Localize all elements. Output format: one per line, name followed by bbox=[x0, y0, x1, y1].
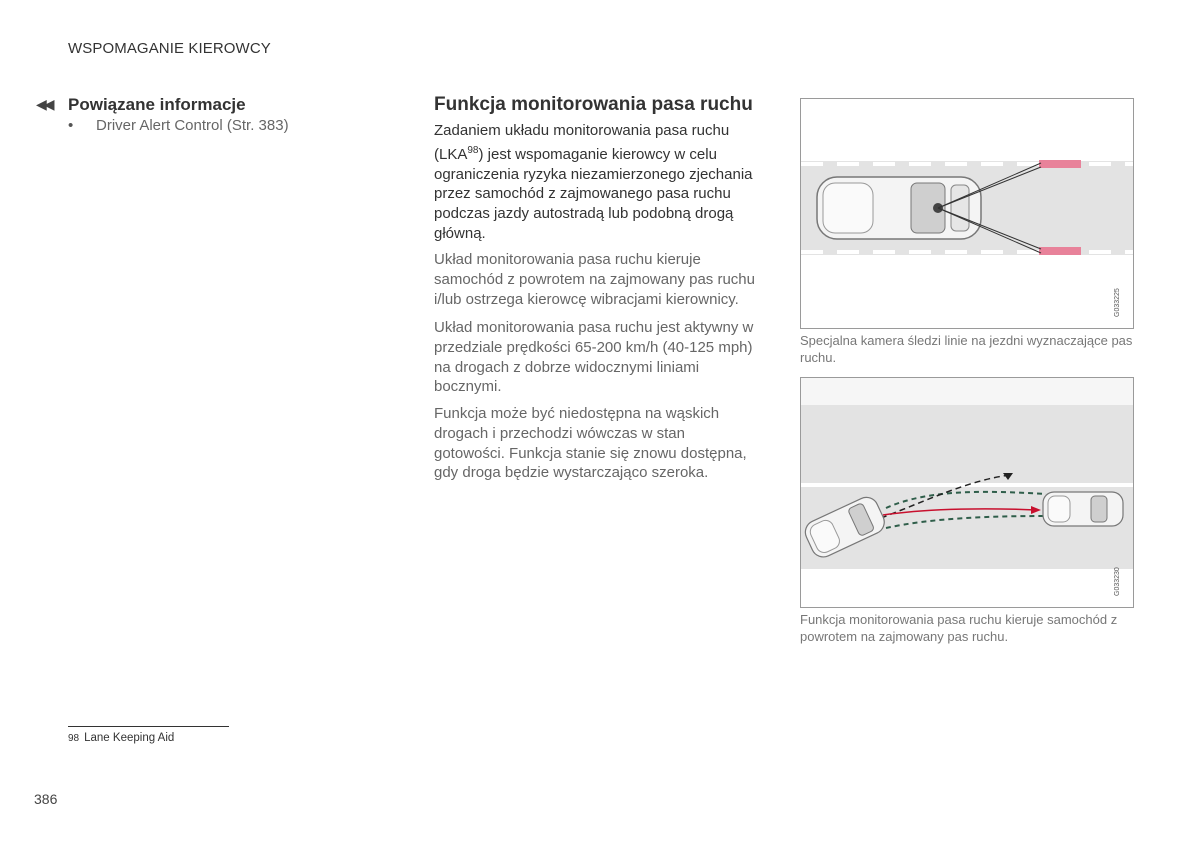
figure-2-caption: Funkcja monitorowania pasa ruchu kieruje samochód z powrotem na zajmowany pas ruchu. bbox=[800, 612, 1118, 644]
figure-code: G033225 bbox=[1114, 288, 1121, 317]
section-title: Funkcja monitorowania pasa ruchu bbox=[434, 94, 753, 115]
page-number: 386 bbox=[34, 791, 58, 807]
footnote-divider bbox=[68, 726, 229, 727]
figure-camera-lane-detection bbox=[800, 98, 1134, 329]
related-info-title: Powiązane informacje bbox=[68, 95, 246, 114]
road-lane-upper bbox=[801, 405, 1133, 485]
footnote bbox=[68, 732, 174, 744]
corrected-car bbox=[1043, 492, 1123, 526]
lead-paragraph: Zadaniem układu monitorowania pasa ruchu (LKA$^{98}$) jest wspomaganie kierowcy w celu ograniczenia ryzyka niezamierzonego zjechania przez samochód z zajmowanego pasa ruchu podczas jazdy autostradą lub podobną drogą główną. bbox=[434, 122, 753, 242]
footnote-text: Lane Keeping Aid bbox=[84, 732, 175, 744]
detected-marker-bottom bbox=[1039, 247, 1081, 255]
section-header: WSPOMAGANIE KIEROWCY bbox=[68, 40, 271, 57]
lane-keeping-illustration bbox=[801, 378, 1133, 607]
figure-1-caption: Specjalna kamera śledzi linie na jezdni wyznaczające pas ruchu. bbox=[800, 333, 1133, 365]
lane-detection-illustration bbox=[801, 99, 1133, 328]
paragraph-2: Układ monitorowania pasa ruchu jest aktywny w przedziale prędkości 65-200 km/h (40-125 mph) na drogach z dobrze widocznymi liniami bocznymi. bbox=[434, 319, 754, 396]
footnote-ref: 98 bbox=[467, 144, 479, 156]
figure-lane-keeping-steering bbox=[800, 377, 1134, 608]
car-top-view bbox=[817, 177, 981, 239]
double-left-arrow-icon: ◀◀ bbox=[36, 96, 52, 112]
figure-code: G033230 bbox=[1114, 567, 1121, 596]
related-info-link[interactable]: Driver Alert Control (Str. 383) bbox=[96, 117, 289, 134]
related-info-item[interactable] bbox=[68, 117, 289, 134]
bullet: • bbox=[68, 117, 74, 134]
detected-marker-top bbox=[1039, 160, 1081, 168]
paragraph-3: Funkcja może być niedostępna na wąskich drogach i przechodzi wówczas w stan gotowości. Funkcja stanie się znowu dostępna, gdy droga będzie wystarczająco szeroka. bbox=[434, 405, 747, 482]
paragraph-1: Układ monitorowania pasa ruchu kieruje samochód z powrotem na zajmowany pas ruchu i/lub ostrzega kierowcę wibracjami kierownicy. bbox=[434, 251, 755, 308]
footnote-number: 98 bbox=[68, 733, 80, 744]
